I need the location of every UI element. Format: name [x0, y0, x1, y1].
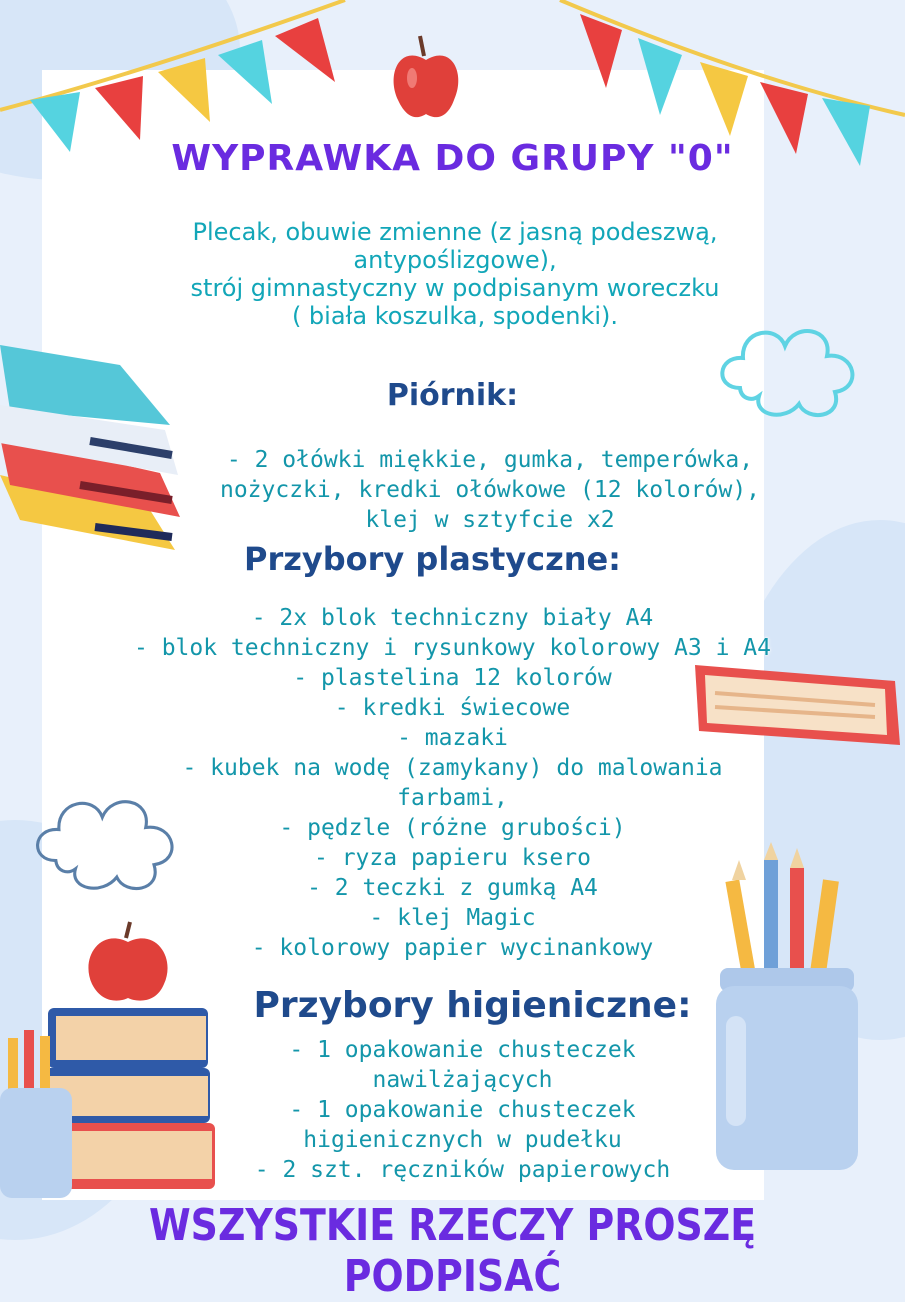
intro-line: antypoślizgowe), — [353, 246, 557, 274]
piornik-list — [40, 445, 905, 535]
list-item: nawilżających — [372, 1067, 553, 1093]
intro-line: strój gimnastyczny w podpisanym woreczku — [190, 274, 720, 302]
list-item: - 1 opakowanie chusteczek — [289, 1037, 636, 1063]
list-item: - 2 szt. ręczników papierowych — [254, 1157, 671, 1183]
list-item: klej w sztyfcie x2 — [365, 507, 615, 533]
list-item: - kredki świecowe — [334, 695, 571, 721]
list-item: - ryza papieru ksero — [314, 845, 591, 871]
list-item: - 2x blok techniczny biały A4 — [251, 605, 654, 631]
intro-line: ( biała koszulka, spodenki). — [291, 302, 619, 330]
intro-text — [60, 218, 850, 330]
plastyczne-list — [0, 603, 905, 963]
footer-notice: WSZYSTKIE RZECZY PROSZĘ PODPISAĆ — [148, 1200, 757, 1302]
list-item: - 2 ołówki miękkie, gumka, temperówka, — [226, 447, 754, 473]
higieniczne-list — [10, 1035, 905, 1185]
section-heading-higieniczne: Przybory higieniczne: — [253, 985, 692, 1026]
list-item: - kubek na wodę (zamykany) do malowania — [182, 755, 723, 781]
list-item: - klej Magic — [369, 905, 536, 931]
page-title: WYPRAWKA DO GRUPY "0" — [171, 138, 734, 179]
list-item: - plastelina 12 kolorów — [293, 665, 612, 691]
intro-line: Plecak, obuwie zmienne (z jasną podeszwą, — [192, 218, 718, 246]
section-heading-plastyczne: Przybory plastyczne: — [244, 540, 621, 578]
section-heading-piornik: Piórnik: — [386, 378, 519, 413]
list-item: - 1 opakowanie chusteczek — [289, 1097, 636, 1123]
list-item: farbami, — [397, 785, 508, 811]
list-item: higienicznych w pudełku — [303, 1127, 622, 1153]
list-item: - mazaki — [397, 725, 508, 751]
apple-icon — [390, 34, 462, 124]
list-item: - 2 teczki z gumką A4 — [307, 875, 598, 901]
list-item: - kolorowy papier wycinankowy — [251, 935, 654, 961]
list-item: - blok techniczny i rysunkowy kolorowy A3 i A4 — [134, 635, 771, 661]
list-item: nożyczki, kredki ołówkowe (12 kolorów), — [219, 477, 761, 503]
list-item: - pędzle (różne grubości) — [279, 815, 626, 841]
